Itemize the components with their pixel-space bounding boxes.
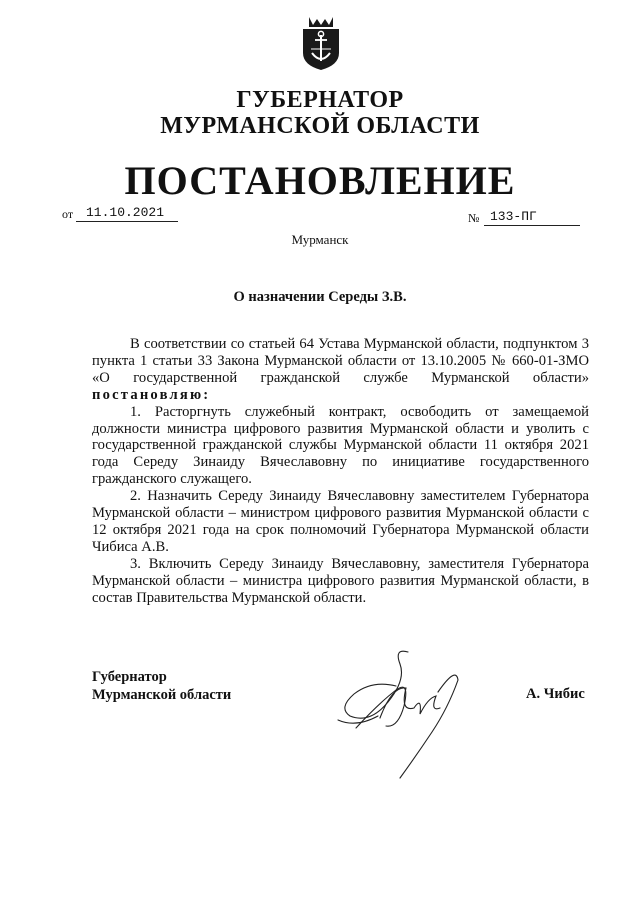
signatory-title-line1: Губернатор bbox=[92, 669, 167, 685]
signatory-name: А. Чибис bbox=[526, 686, 585, 702]
document-body bbox=[92, 336, 589, 607]
document-date: 11.10.2021 bbox=[86, 205, 165, 220]
decree-word: постановляю: bbox=[92, 386, 211, 403]
document-number: 133-ПГ bbox=[490, 209, 537, 224]
item-paragraph: 1. Расторгнуть служебный контракт, освободить от замещаемой должности министра цифрового развития Мурманской области и уволить с государственной гражданской службы Мурманской области 11 октября 2021 года Середу Зинаиду Вячеславовну по инициативе государственного гражданского служащего. bbox=[92, 403, 589, 488]
city: Мурманск bbox=[291, 232, 349, 247]
date-label: от bbox=[62, 207, 74, 221]
date-underline bbox=[76, 221, 178, 222]
item-paragraph: 2. Назначить Середу Зинаиду Вячеславовну заместителем Губернатора Мурманской области – министром цифрового развития Мурманской области с 12 октября 2021 года на срок полномочий Губернатора Мурманской области Чибиса А.В. bbox=[92, 488, 589, 555]
intro-text: В соответствии со статьей 64 Устава Мурманской области, подпунктом 3 пункта 1 статьи 33 Закона Мурманской области от 13.10.2005 № 660-01-ЗМО «О государственной гражданской службе Мурманской области» bbox=[92, 336, 589, 386]
intro-paragraph bbox=[92, 336, 589, 404]
number-label: № bbox=[468, 211, 480, 225]
number-underline bbox=[484, 225, 580, 226]
signatory-title-line2: Мурманской области bbox=[92, 687, 232, 703]
document-type: ПОСТАНОВЛЕНИЕ bbox=[124, 158, 516, 203]
handwritten-signature bbox=[336, 646, 476, 782]
org-title-line1: ГУБЕРНАТОР bbox=[236, 87, 404, 113]
item-paragraph: 3. Включить Середу Зинаиду Вячеславовну, заместителя Губернатора Мурманской области – министра цифрового развития Мурманской области, в состав Правительства Мурманской области. bbox=[92, 555, 589, 606]
document-subject: О назначении Середы З.В. bbox=[233, 289, 407, 305]
coat-of-arms-icon bbox=[299, 13, 343, 71]
signatory-title bbox=[92, 668, 231, 704]
org-title-line2: МУРМАНСКОЙ ОБЛАСТИ bbox=[160, 113, 480, 139]
